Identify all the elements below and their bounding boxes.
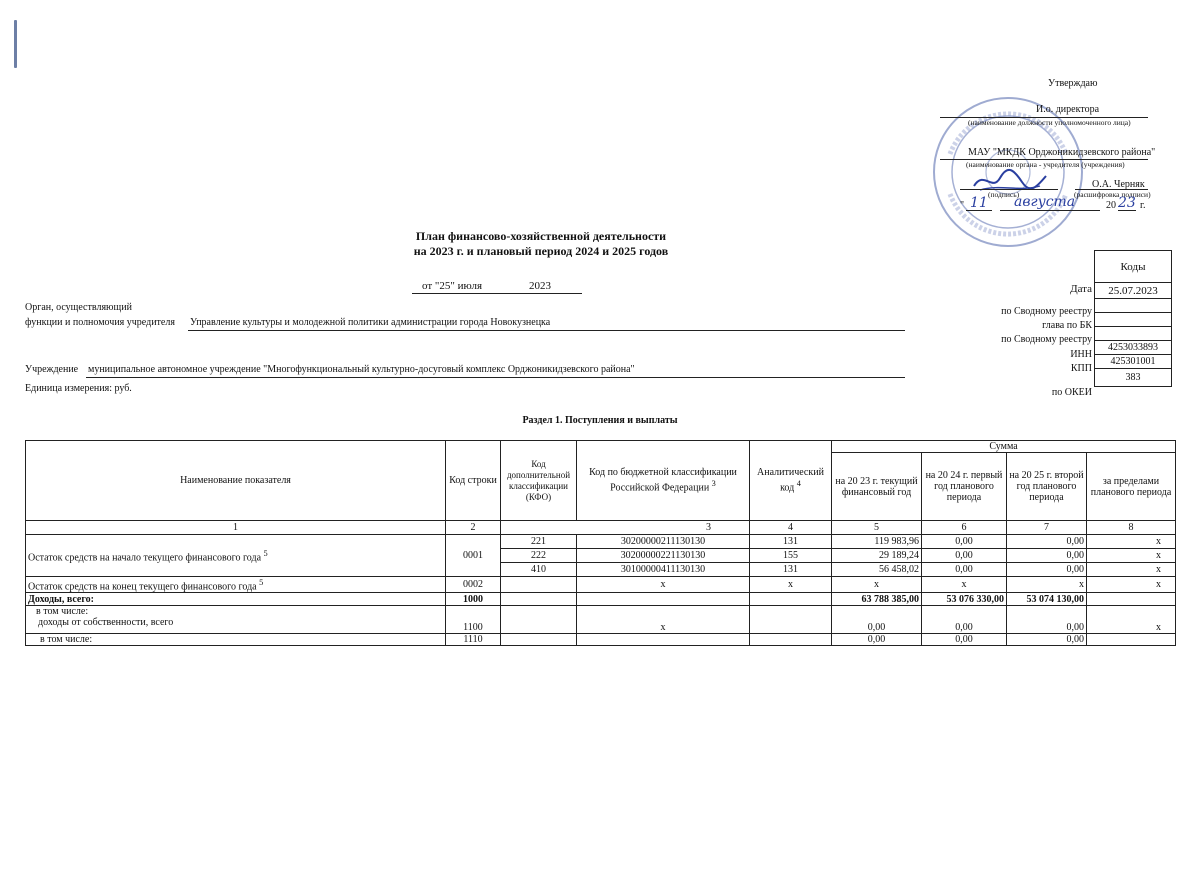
label-inn: ИНН (1070, 349, 1092, 360)
th-y2: на 20 24 г. первый год планового периода (922, 453, 1007, 521)
cell-bk: 30200000211130130 (577, 535, 750, 549)
cell-y2: 0,00 (922, 634, 1007, 646)
label-svod2: по Сводному реестру (1001, 334, 1092, 345)
cell-y1: 0,00 (832, 634, 922, 646)
table-row-numbers (26, 521, 1176, 535)
row-ostatok-start (26, 535, 446, 577)
doc-title-line2: на 2023 г. и плановый период 2024 и 2025 годов (413, 244, 669, 258)
codes-table (1094, 250, 1172, 387)
cell-y4: х (1087, 577, 1176, 593)
row-code: 0001 (446, 535, 501, 577)
th-bk-sup: 3 (711, 479, 716, 489)
codes-svod2 (1095, 327, 1172, 341)
inst-label: Учреждение (25, 364, 79, 375)
approval-date-year: 23 (1118, 195, 1136, 211)
cell-y2: 0,00 (922, 549, 1007, 563)
row-label: Доходы, всего: (26, 593, 446, 606)
table-row (26, 634, 1176, 646)
organ-line1: Орган, осуществляющий (25, 302, 132, 313)
codes-okei: 383 (1095, 369, 1172, 387)
row-label: Остаток средств на конец текущего финансового года (28, 581, 257, 593)
cell-y2: 0,00 (922, 606, 1007, 634)
cell-y4: х (1087, 549, 1176, 563)
sign-caption: (подпись) (988, 190, 1020, 199)
codes-glava (1095, 313, 1172, 327)
col-num: 6 (922, 521, 1007, 535)
table-row (26, 577, 1176, 593)
position-caption: (наименование должности уполномоченного лица) (968, 118, 1131, 127)
section-title: Раздел 1. Поступления и выплаты (522, 415, 678, 426)
table-row (26, 593, 1176, 606)
org-caption: (наименование органа - учредителя (учреждения) (966, 160, 1125, 169)
codes-inn: 4253033893 (1095, 341, 1172, 355)
codes-header: Коды (1095, 251, 1172, 283)
approval-date-month: августа (1014, 194, 1076, 210)
cell-an: 131 (750, 563, 832, 577)
decode-caption: (расшифровка подписи) (1074, 190, 1151, 199)
th-name: Наименование показателя (26, 441, 446, 521)
cell-bk: 30200000221130130 (577, 549, 750, 563)
th-bk-text: Код по бюджетной классификации Российской Федерации (589, 467, 737, 494)
cell-bk: 30100000411130130 (577, 563, 750, 577)
col-num: 7 (1007, 521, 1087, 535)
approval-org: МАУ "МКДК Орджоникидзевского района" (968, 147, 1156, 158)
cell-y4: х (1087, 606, 1176, 634)
approval-date-year-prefix: 20 (1106, 200, 1116, 211)
unit: Единица измерения: руб. (25, 383, 132, 394)
th-an-text: Аналитический код (757, 467, 824, 494)
cell-bk: х (577, 577, 750, 593)
doc-title-line1: План финансово-хозяйственной деятельности (415, 229, 667, 243)
cell-y3: 0,00 (1007, 563, 1087, 577)
organ-label: функции и полномочия учредителя (25, 317, 175, 328)
cell-y3: 0,00 (1007, 549, 1087, 563)
cell-bk: х (577, 606, 750, 634)
cell-y3: 0,00 (1007, 535, 1087, 549)
cell-bk (577, 593, 750, 606)
cell-kfo (501, 593, 577, 606)
cell-y4 (1087, 593, 1176, 606)
th-bk (577, 441, 750, 521)
doc-date-year: 2023 (529, 280, 551, 292)
th-y3: на 20 25 г. второй год планового периода (1007, 453, 1087, 521)
cell-bk (577, 634, 750, 646)
row-sup: 5 (259, 578, 264, 587)
cell-an: 155 (750, 549, 832, 563)
cell-an: х (750, 577, 832, 593)
cell-kfo (501, 577, 577, 593)
cell-y1: 56 458,02 (832, 563, 922, 577)
th-y4: за пределами планового периода (1087, 453, 1176, 521)
codes-date: 25.07.2023 (1095, 283, 1172, 299)
cell-an (750, 593, 832, 606)
cell-kfo: 410 (501, 563, 577, 577)
cell-y1: 63 788 385,00 (832, 593, 922, 606)
row-label (26, 606, 446, 634)
inst-value: муниципальное автономное учреждение "Многофункциональный культурно-досуговый комплекс Орджоникидзевского района" (88, 364, 635, 375)
cell-kfo: 222 (501, 549, 577, 563)
col-num: 2 (446, 521, 501, 535)
main-table (25, 440, 1176, 646)
doc-date-from: от "25" июля (422, 280, 483, 292)
row-code: 1000 (446, 593, 501, 606)
row-sup: 5 (263, 548, 268, 558)
scan-artifact (14, 20, 17, 68)
approval-signer: О.А. Черняк (1092, 179, 1145, 190)
col-num: 1 (26, 521, 446, 535)
col-num: 8 (1087, 521, 1176, 535)
th-an-sup: 4 (796, 479, 801, 489)
label-svod1: по Сводному реестру (1001, 306, 1092, 317)
row-label-vtch: в том числе: (36, 606, 89, 618)
row-code: 1100 (446, 606, 501, 634)
label-glava: глава по БК (1042, 320, 1092, 331)
cell-kfo (501, 634, 577, 646)
cell-kfo (501, 606, 577, 634)
codes-svod1 (1095, 299, 1172, 313)
cell-y4: х (1087, 535, 1176, 549)
approval-date-quote: " (960, 200, 965, 211)
th-y1: на 20 23 г. текущий финансовый год (832, 453, 922, 521)
row-code: 0002 (446, 577, 501, 593)
approval-date-day: 11 (970, 195, 988, 211)
th-kfo: Код дополнительной классификации (КФО) (501, 441, 577, 521)
cell-y1: 119 983,96 (832, 535, 922, 549)
row-ostatok-end (26, 577, 446, 593)
cell-an (750, 606, 832, 634)
cell-y3: 0,00 (1007, 606, 1087, 634)
cell-y4 (1087, 634, 1176, 646)
th-an (750, 441, 832, 521)
row-label: Остаток средств на начало текущего финансового года (28, 552, 262, 564)
cell-y3: 0,00 (1007, 634, 1087, 646)
table-row (26, 606, 1176, 634)
col-num: 4 (750, 521, 832, 535)
cell-an: 131 (750, 535, 832, 549)
cell-y3: 53 074 130,00 (1007, 593, 1087, 606)
row-code: 1110 (446, 634, 501, 646)
label-kpp: КПП (1070, 363, 1092, 374)
col-num: 5 (832, 521, 922, 535)
cell-y2: 0,00 (922, 535, 1007, 549)
table-row (26, 535, 1176, 549)
th-sum: Сумма (832, 441, 1176, 453)
cell-y4: х (1087, 563, 1176, 577)
label-okei: по ОКЕИ (1051, 387, 1092, 398)
cell-y1: х (832, 577, 922, 593)
cell-kfo: 221 (501, 535, 577, 549)
approval-title: Утверждаю (1048, 78, 1098, 89)
cell-y2: 53 076 330,00 (922, 593, 1007, 606)
cell-y1: 29 189,24 (832, 549, 922, 563)
approval-position: И.о. директора (1036, 104, 1100, 115)
cell-y1: 0,00 (832, 606, 922, 634)
cell-y2: х (922, 577, 1007, 593)
codes-kpp: 425301001 (1095, 355, 1172, 369)
row-label: в том числе: (26, 634, 446, 646)
label-date: Дата (1070, 283, 1092, 295)
col-num: 3 (501, 521, 750, 535)
organ-value: Управление культуры и молодежной политики администрации города Новокузнецка (190, 317, 551, 328)
row-label-sobstv: доходы от собственности, всего (38, 617, 174, 629)
cell-y2: 0,00 (922, 563, 1007, 577)
cell-y3: х (1007, 577, 1087, 593)
approval-date-suffix: г. (1140, 200, 1146, 211)
th-code: Код строки (446, 441, 501, 521)
cell-an (750, 634, 832, 646)
